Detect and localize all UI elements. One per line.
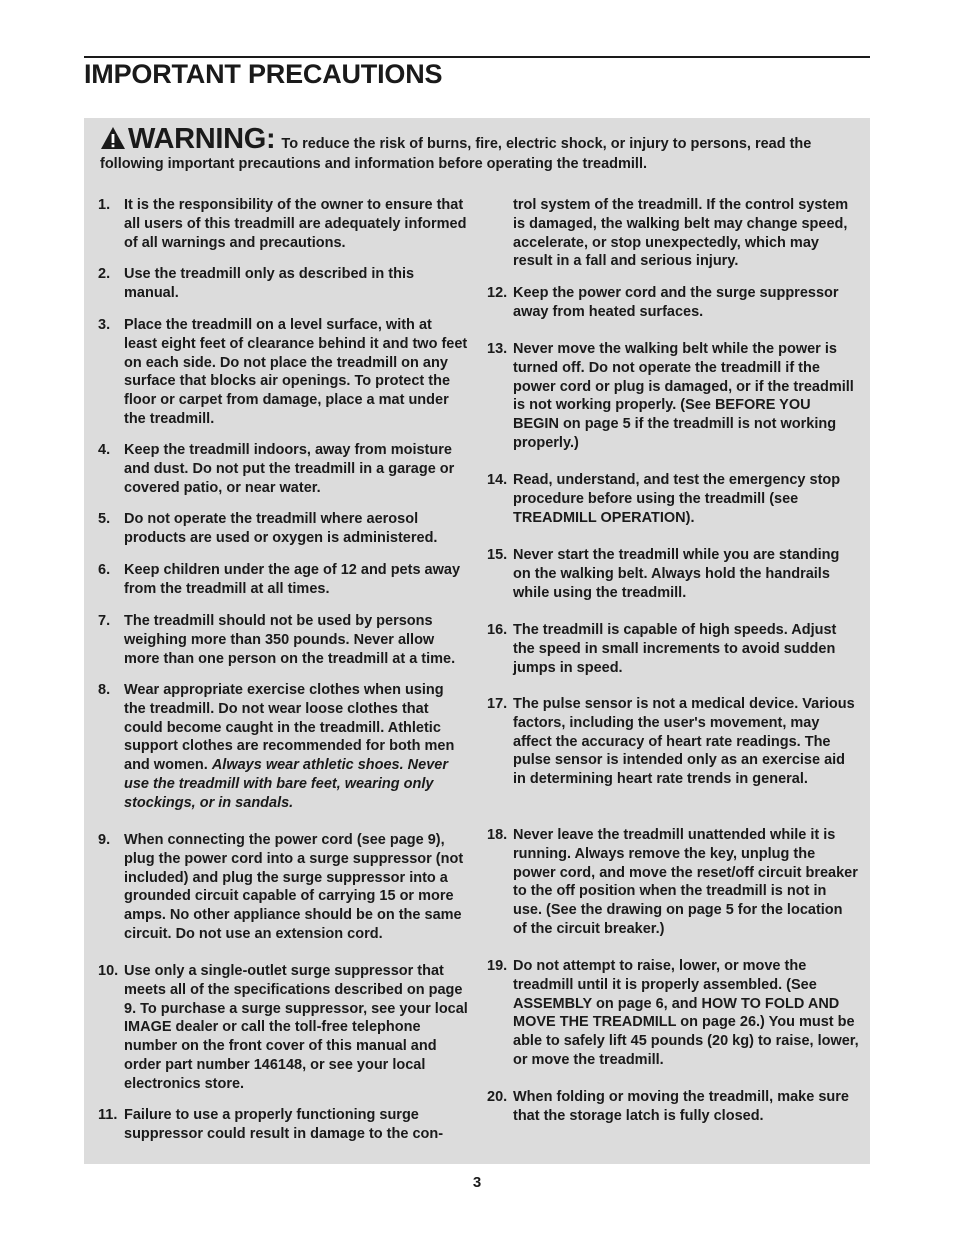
precaution-number: 10. [98, 963, 119, 979]
precaution-item [98, 612, 468, 668]
warning-text: To reduce the risk of burns, fire, electric shock, or injury to persons, read the following important precautions and information before operating the treadmill. [100, 136, 812, 172]
precaution-item [98, 510, 468, 548]
precaution-text: The treadmill should not be used by persons weighing more than 350 pounds. Never allow more than one person on the treadmill at a time. [124, 613, 456, 667]
precaution-item [487, 695, 857, 789]
precaution-item [487, 621, 857, 677]
warning-label: WARNING: [128, 123, 276, 155]
precaution-number: 16. [487, 622, 508, 638]
precaution-number: 2. [98, 266, 111, 282]
precaution-item [487, 471, 857, 527]
precaution-text: Keep children under the age of 12 and pets away from the treadmill at all times. [124, 562, 461, 597]
page-number: 3 [472, 1174, 482, 1191]
precaution-item [487, 546, 857, 602]
precaution-item [98, 196, 468, 252]
precaution-number: 6. [98, 562, 111, 578]
precaution-number: 12. [487, 285, 508, 301]
precaution-number: 20. [487, 1089, 508, 1105]
precaution-item [98, 1106, 468, 1144]
precaution-text: When folding or moving the treadmill, make sure that the storage latch is fully closed. [513, 1089, 849, 1124]
precaution-item [98, 831, 468, 944]
precaution-text: When connecting the power cord (see page 9), plug the power cord into a surge suppressor (not included) and plug the surge suppressor into a grounded circuit capable of carrying 15 or more amps. No other appliance should be on the same circuit. Do not use an extension cord. [124, 832, 464, 942]
precaution-text: Never leave the treadmill unattended while it is running. Always remove the key, unplug the power cord, and move the reset/off circuit breaker to the off position when the treadmill is not in use. (See the drawing on page 5 for the location of the circuit breaker.) [513, 827, 858, 937]
precaution-text: The treadmill is capable of high speeds. Adjust the speed in small increments to avoid sudden jumps in speed. [513, 622, 837, 676]
precaution-number: 19. [487, 958, 508, 974]
precaution-number: 14. [487, 472, 508, 488]
precaution-number: 8. [98, 682, 111, 698]
precaution-item [98, 441, 468, 497]
precaution-text: It is the responsibility of the owner to ensure that all users of this treadmill are adequately informed of all warnings and precautions. [124, 197, 467, 251]
precaution-item [487, 340, 857, 453]
page-title: IMPORTANT PRECAUTIONS [84, 59, 443, 89]
precaution-item [98, 681, 468, 813]
precaution-item-continued [487, 196, 857, 271]
precaution-text: Keep the power cord and the surge suppressor away from heated surfaces. [513, 285, 839, 320]
precaution-text: Use only a single-outlet surge suppressor that meets all of the specifications described on page 9. To purchase a surge suppressor, see your local IMAGE dealer or call the toll-free telephone number on the front cover of this manual and order part number 146148, or see your local electronics store. [124, 963, 468, 1092]
precaution-text-emphasis: Always wear athletic shoes. Never use the treadmill with bare feet, wearing only stockings, or in sandals. [124, 757, 448, 811]
precaution-number: 1. [98, 197, 111, 213]
precaution-text: Never start the treadmill while you are standing on the walking belt. Always hold the handrails while using the treadmill. [513, 547, 840, 601]
precaution-number: 13. [487, 341, 508, 357]
precaution-item [98, 316, 468, 429]
precautions-panel [84, 118, 870, 1164]
precaution-text: Do not attempt to raise, lower, or move the treadmill until it is properly assembled. (See ASSEMBLY on page 6, and HOW TO FOLD AND MOVE THE TREADMILL on page 26.) You must be able to safely lift 45 pounds (20 kg) to raise, lower, or move the treadmill. [513, 958, 859, 1068]
precaution-item [98, 561, 468, 599]
precaution-text: trol system of the treadmill. If the control system is damaged, the walking belt may change speed, accelerate, or stop unexpectedly, which may result in a fall and serious injury. [513, 197, 849, 270]
precaution-item [487, 1088, 857, 1126]
precaution-text-regular: Wear appropriate exercise clothes when using the treadmill. Do not wear loose clothes that could become caught in the treadmill. Athletic support clothes are recommended for both men and women. [124, 682, 455, 774]
precaution-number: 9. [98, 832, 111, 848]
precaution-text: Do not operate the treadmill where aerosol products are used or oxygen is administered. [124, 511, 438, 546]
precaution-text: Place the treadmill on a level surface, with at least eight feet of clearance behind it and two feet on each side. Do not place the treadmill on any surface that blocks air openings. To protect the floor or carpet from damage, place a mat under the treadmill. [124, 317, 468, 427]
precaution-number: 3. [98, 317, 111, 333]
precaution-number: 18. [487, 827, 508, 843]
precaution-item [98, 265, 468, 303]
warning-statement [100, 123, 856, 174]
precaution-number: 15. [487, 547, 508, 563]
precaution-text [124, 681, 468, 813]
precaution-text: Read, understand, and test the emergency stop procedure before using the treadmill (see TREADMILL OPERATION). [513, 472, 841, 526]
precaution-item [98, 962, 468, 1094]
precaution-text: Failure to use a properly functioning surge suppressor could result in damage to the con- [124, 1107, 444, 1142]
precaution-item [487, 284, 857, 322]
precaution-item [487, 826, 857, 939]
warning-triangle-icon [100, 126, 126, 150]
precaution-item [487, 957, 857, 1070]
precaution-number: 7. [98, 613, 111, 629]
precaution-number: 17. [487, 696, 508, 712]
precaution-text: The pulse sensor is not a medical device. Various factors, including the user's movement, may affect the accuracy of heart rate readings. The pulse sensor is intended only as an exercise aid in determining heart rate trends in general. [513, 696, 855, 788]
precaution-number: 11. [98, 1107, 118, 1123]
header-rule [84, 56, 870, 58]
precaution-text: Use the treadmill only as described in this manual. [124, 266, 415, 301]
precaution-text: Never move the walking belt while the power is turned off. Do not operate the treadmill if the power cord or plug is damaged, or if the treadmill is not working properly. (See BEFORE YOU BEGIN on page 5 if the treadmill is not working properly.) [513, 341, 854, 451]
precaution-text: Keep the treadmill indoors, away from moisture and dust. Do not put the treadmill in a garage or covered patio, or near water. [124, 442, 455, 496]
precaution-number: 4. [98, 442, 111, 458]
precaution-number: 5. [98, 511, 111, 527]
